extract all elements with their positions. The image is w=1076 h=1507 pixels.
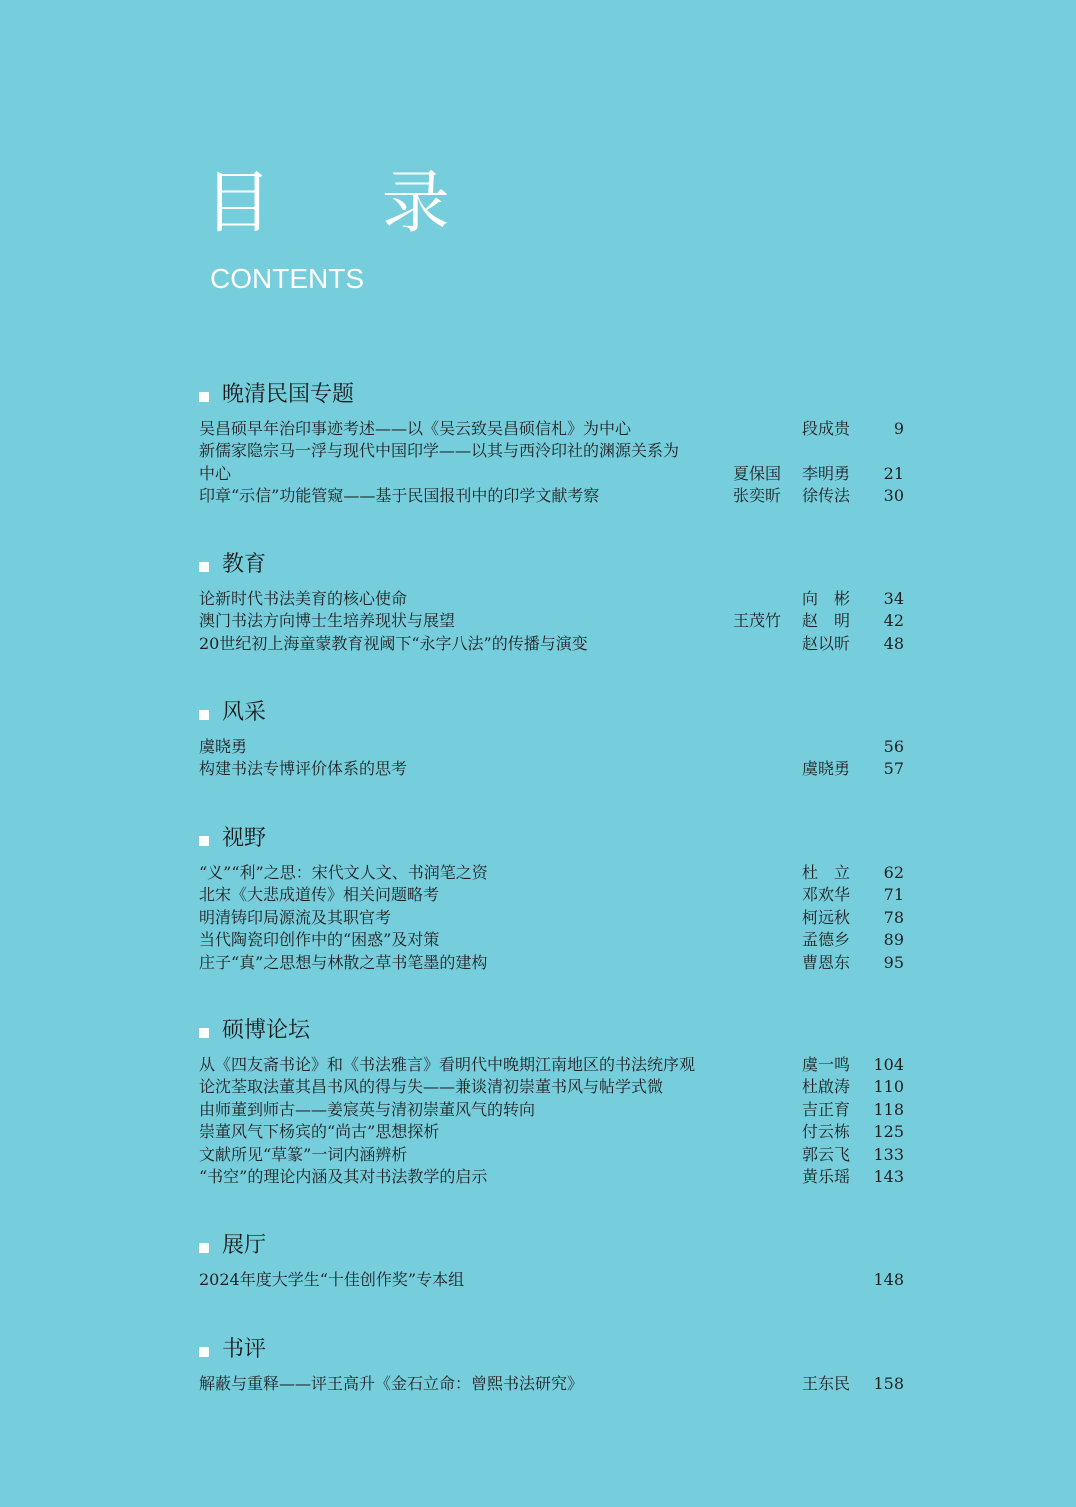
toc-entry[interactable]	[199, 1166, 904, 1188]
entry-title: 印章“示信”功能管窥——基于民国报刊中的印学文献考察	[199, 486, 600, 506]
entry-page: 158	[873, 1374, 904, 1393]
entry-author: 黄乐瑶	[802, 1166, 851, 1186]
entry-author: 孟德乡	[802, 930, 851, 950]
toc-section	[199, 698, 904, 781]
entry-author: 杜啟涛	[802, 1077, 851, 1097]
toc-entry[interactable]	[199, 736, 904, 758]
section-title: 教育	[222, 552, 267, 577]
entry-title: 明清铸印局源流及其职官考	[199, 907, 392, 927]
toc-entry[interactable]	[199, 418, 904, 440]
toc-entry[interactable]	[199, 610, 904, 632]
square-bullet-icon	[199, 836, 209, 846]
entry-page: 89	[883, 930, 904, 950]
entry-title: 虞晓勇	[199, 737, 248, 756]
entry-author: 向 彬	[802, 589, 851, 608]
square-bullet-icon	[199, 1028, 209, 1038]
entry-page: 9	[893, 419, 904, 438]
toc-entry[interactable]	[199, 758, 904, 780]
square-bullet-icon	[199, 392, 209, 402]
entry-author: 吉正育	[802, 1099, 851, 1119]
entry-author: 赵以昕	[802, 633, 851, 653]
toc-entry[interactable]	[199, 1076, 904, 1098]
entry-page: 42	[883, 611, 904, 631]
toc-entry[interactable]	[199, 633, 904, 655]
square-bullet-icon	[199, 1243, 209, 1253]
toc-entry[interactable]	[199, 1373, 904, 1395]
entry-page: 71	[883, 885, 904, 905]
toc-section	[199, 550, 904, 655]
toc-entry[interactable]	[199, 485, 904, 507]
entry-title: 构建书法专博评价体系的思考	[199, 759, 408, 779]
toc-entry[interactable]	[199, 1121, 904, 1143]
toc-entry[interactable]	[199, 1099, 904, 1121]
toc-section	[199, 1335, 904, 1395]
toc-section	[199, 824, 904, 974]
entry-title: 当代陶瓷印创作中的“困惑”及对策	[199, 930, 440, 950]
entry-title: 澳门书法方向博士生培养现状与展望	[199, 611, 456, 631]
toc-entry[interactable]	[199, 588, 904, 610]
entry-title: 解蔽与重释——评王高升《金石立命：曾熙书法研究》	[199, 1374, 584, 1393]
entry-page: 78	[883, 907, 904, 927]
toc-entry[interactable]	[199, 1054, 904, 1076]
entry-title: 2024年度大学生“十佳创作奖”专本组	[199, 1270, 465, 1289]
entry-page: 104	[873, 1055, 904, 1074]
entry-author: 虞一鸣	[802, 1055, 851, 1074]
entry-page: 57	[883, 759, 904, 779]
entry-page: 125	[873, 1122, 904, 1142]
entry-author: 付云栋	[802, 1122, 851, 1142]
section-title: 书评	[222, 1337, 267, 1362]
entry-page: 34	[883, 589, 904, 608]
entry-author: 邓欢华	[802, 885, 851, 905]
entry-author: 郭云飞	[802, 1144, 851, 1164]
toc-entry[interactable]	[199, 1269, 904, 1291]
entry-title: 从《四友斋书论》和《书法雅言》看明代中晚期江南地区的书法统序观	[199, 1055, 696, 1074]
entry-title: 论沈荃取法董其昌书风的得与失——兼谈清初崇董书风与帖学式微	[199, 1077, 664, 1097]
toc-entry[interactable]	[199, 952, 904, 974]
toc-section	[199, 380, 904, 508]
entry-title: 新儒家隐宗马一浮与现代中国印学——以其与西泠印社的渊源关系为中心	[199, 441, 680, 483]
toc-entry[interactable]	[199, 884, 904, 906]
entry-title: 文献所见“草篆”一词内涵辨析	[199, 1144, 408, 1164]
section-title: 视野	[222, 826, 267, 851]
entry-author: 曹恩东	[802, 952, 851, 972]
toc-entry[interactable]	[199, 1144, 904, 1166]
page-title-en: CONTENTS	[210, 263, 364, 294]
entry-page: 95	[883, 952, 904, 972]
entry-title: 论新时代书法美育的核心使命	[199, 589, 408, 608]
entry-author: 赵 明	[802, 611, 851, 631]
section-title: 展厅	[222, 1233, 267, 1258]
entry-title: “义”“利”之思：宋代文人文、书润笔之资	[199, 863, 488, 882]
square-bullet-icon	[199, 562, 209, 572]
toc-entry[interactable]	[199, 929, 904, 951]
toc-entry[interactable]	[199, 862, 904, 884]
toc-entry[interactable]	[199, 440, 904, 485]
entry-title: 北宋《大悲成道传》相关问题略考	[199, 885, 440, 905]
entry-author: 王东民	[802, 1374, 851, 1393]
entry-author: 李明勇	[802, 463, 851, 483]
entry-author: 柯远秋	[802, 907, 851, 927]
entry-title: 庄子“真”之思想与林散之草书笔墨的建构	[199, 952, 488, 972]
entry-title: 由师董到师古——姜宸英与清初崇董风气的转向	[199, 1099, 536, 1119]
entry-title: 20世纪初上海童蒙教育视阈下“永字八法”的传播与演变	[199, 633, 588, 653]
section-title: 风采	[222, 700, 267, 725]
entry-author: 杜 立	[802, 863, 851, 882]
entry-page: 148	[873, 1270, 904, 1289]
toc-entry[interactable]	[199, 907, 904, 929]
entry-page: 56	[883, 737, 904, 756]
entry-author: 张奕昕	[733, 486, 782, 506]
page-title-cn: 目 录	[204, 164, 494, 243]
entry-page: 30	[883, 486, 904, 506]
section-title: 硕博论坛	[222, 1018, 311, 1043]
entry-page: 62	[883, 863, 904, 882]
entry-title: “书空”的理论内涵及其对书法教学的启示	[199, 1166, 488, 1186]
entry-author: 王茂竹	[733, 611, 782, 631]
entry-page: 143	[873, 1166, 904, 1186]
entry-author: 段成贵	[802, 419, 851, 438]
entry-author: 徐传法	[802, 486, 851, 506]
toc-section	[199, 1231, 904, 1291]
entry-page: 21	[883, 463, 904, 483]
entry-title: 吴昌硕早年治印事迹考述——以《吴云致吴昌硕信札》为中心	[199, 419, 632, 438]
entry-page: 110	[873, 1077, 904, 1097]
section-title: 晚清民国专题	[222, 382, 355, 407]
square-bullet-icon	[199, 1347, 209, 1357]
entry-author: 夏保国	[733, 463, 782, 483]
entry-title: 崇董风气下杨宾的“尚古”思想探析	[199, 1122, 440, 1142]
entry-page: 118	[873, 1099, 904, 1119]
toc-section	[199, 1016, 904, 1188]
entry-page: 133	[873, 1144, 904, 1164]
entry-page: 48	[883, 633, 904, 653]
square-bullet-icon	[199, 710, 209, 720]
entry-author: 虞晓勇	[802, 759, 851, 779]
